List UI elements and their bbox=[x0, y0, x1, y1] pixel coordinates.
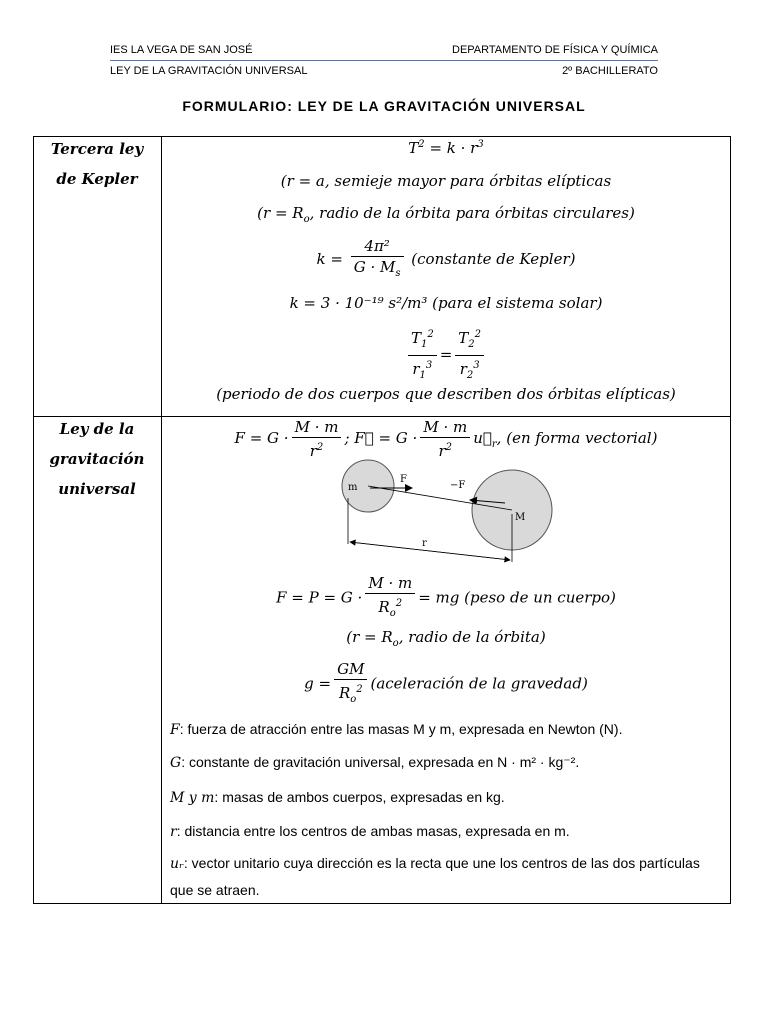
kepler-constant: k = $\frac{\text{4π²}}{G \cdot M_s}$ (constante de Kepler) bbox=[316, 237, 576, 279]
header-row-1 bbox=[110, 44, 658, 56]
newton-law-formula: F = G · $\frac{M \cdot m}{r^2}$ ; F⃗ = G · $\frac{M \cdot m}{r^2}$ $u⃗_r$, (en forma vectorial) bbox=[234, 418, 658, 460]
gravity-acceleration-formula: g = $\frac{GM}{R_o^2}$ (aceleración de la gravedad) bbox=[304, 660, 588, 705]
small-mass-label: m bbox=[348, 482, 358, 493]
orbit-radius-note: ($r = R_o$, radio de la órbita) bbox=[346, 628, 546, 649]
department-name: DEPARTAMENTO DE FÍSICA Y QUÍMICA bbox=[452, 44, 658, 56]
big-mass-label: M bbox=[515, 512, 526, 523]
kepler-periodo-note: (periodo de dos cuerpos que describen dos órbitas elípticas) bbox=[216, 385, 676, 403]
course-name: 2º BACHILLERATO bbox=[562, 65, 658, 77]
weight-formula: F = P = G · $\frac{M \cdot m}{R_o^2}$ = mg (peso de un cuerpo) bbox=[276, 574, 616, 619]
definition-masses: M y m: masas de ambos cuerpos, expresadas en kg. bbox=[170, 789, 505, 806]
header-divider bbox=[110, 60, 658, 61]
gravitacion-label: Ley de la gravitación universal bbox=[49, 420, 145, 498]
kepler-formula: $T^2 = k \cdot r^3$ bbox=[408, 139, 484, 157]
kepler-note-radio: ($r = R_o$, radio de la órbita para órbitas circulares) bbox=[257, 204, 635, 225]
kepler-constant-value: k = 3 · 10⁻¹⁹ s²/m³ (para el sistema solar) bbox=[289, 294, 603, 312]
distance-label: r bbox=[422, 538, 427, 549]
force-label: F bbox=[400, 474, 407, 485]
neg-force-label: −F bbox=[450, 480, 466, 491]
subject-name: LEY DE LA GRAVITACIÓN UNIVERSAL bbox=[110, 65, 308, 77]
kepler-note-semieje: (r = a, semieje mayor para órbitas elípticas bbox=[280, 172, 612, 190]
definition-r: r: distancia entre los centros de ambas masas, expresada en m. bbox=[170, 823, 570, 840]
kepler-ratio: $\frac{T_1^2}{r_1^3}$ = $\frac{T_2^2}{r_2^3}$ bbox=[162, 326, 730, 385]
school-name: IES LA VEGA DE SAN JOSÉ bbox=[110, 44, 253, 56]
distance-arrow-back bbox=[350, 542, 510, 560]
definition-F: F: fuerza de atracción entre las masas M y m, expresada en Newton (N). bbox=[170, 721, 623, 738]
gravitation-diagram bbox=[330, 458, 570, 568]
kepler-label: Tercera ley de Kepler bbox=[50, 140, 144, 188]
page-title: FORMULARIO: LEY DE LA GRAVITACIÓN UNIVERSAL bbox=[182, 98, 586, 114]
definition-G: G: constante de gravitación universal, expresada en N · m² · kg⁻². bbox=[170, 754, 580, 771]
definition-unit-vector: uᵣ: vector unitario cuya dirección es la recta que une los centros de las dos partículas que se atraen. bbox=[170, 855, 700, 898]
header-row-2 bbox=[110, 65, 658, 77]
